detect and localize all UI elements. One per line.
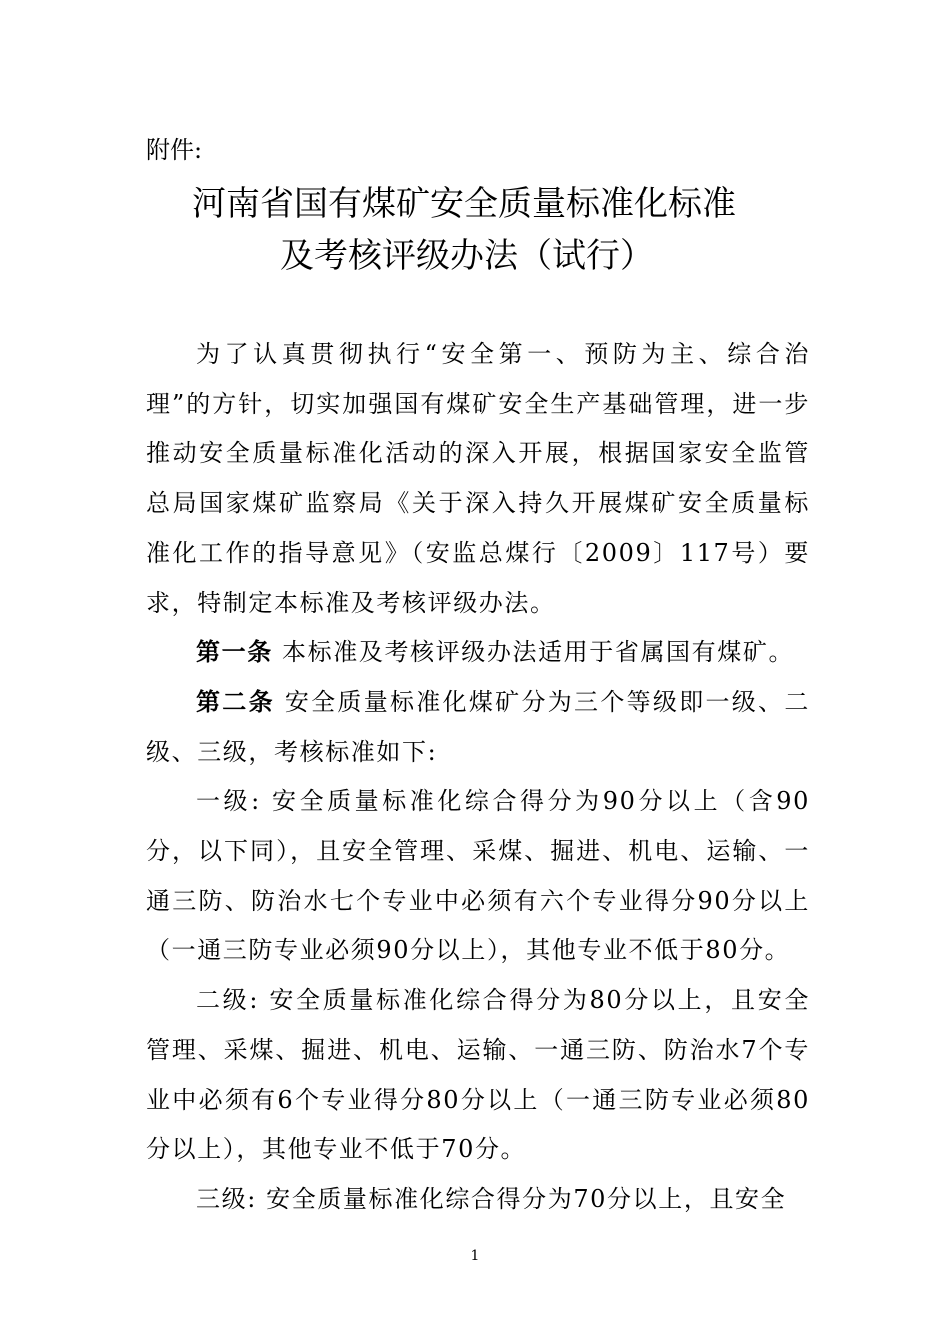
document-title	[0, 178, 950, 282]
level-2-paragraph: 二级: 安全质量标准化综合得分为80分以上，且安全管理、采煤、掘进、机电、运输、一通三防、防治水7个专业中必须有6个专业得分80分以上（一通三防专业必须80分以上），其他专业不低于70分。	[146, 986, 810, 1164]
document-body	[146, 330, 810, 1225]
article-1-paragraph	[146, 628, 810, 678]
level-3-paragraph: 三级: 安全质量标准化综合得分为70分以上，且安全	[196, 1184, 787, 1213]
article-1-text: 本标准及考核评级办法适用于省属国有煤矿。	[272, 638, 795, 667]
article-2-paragraph	[146, 678, 810, 777]
attachment-label: 附件:	[146, 136, 203, 164]
intro-paragraph: 为了认真贯彻执行“安全第一、预防为主、综合治理”的方针，切实加强国有煤矿安全生产基础管理，进一步推动安全质量标准化活动的深入开展，根据国家安全监管总局国家煤矿监察局《关于深入持久开展煤矿安全质量标准化工作的指导意见》（安监总煤行〔2009〕117号）要求，特制定本标准及考核评级办法。	[146, 340, 810, 617]
article-1-label: 第一条	[196, 638, 273, 667]
article-2-label: 第二条	[196, 687, 275, 716]
title-line-1: 河南省国有煤矿安全质量标准化标准	[192, 184, 736, 224]
title-line-2: 及考核评级办法（试行）	[280, 236, 654, 276]
article-2-text: 安全质量标准化煤矿分为三个等级即一级、二级、三级，考核标准如下:	[146, 687, 810, 766]
level-1-paragraph: 一级: 安全质量标准化综合得分为90分以上（含90分，以下同），且安全管理、采煤、掘进、机电、运输、一通三防、防治水七个专业中必须有六个专业得分90分以上（一通三防专业必须90分以上），其他专业不低于80分。	[146, 787, 810, 965]
page-number: 1	[470, 1248, 480, 1264]
